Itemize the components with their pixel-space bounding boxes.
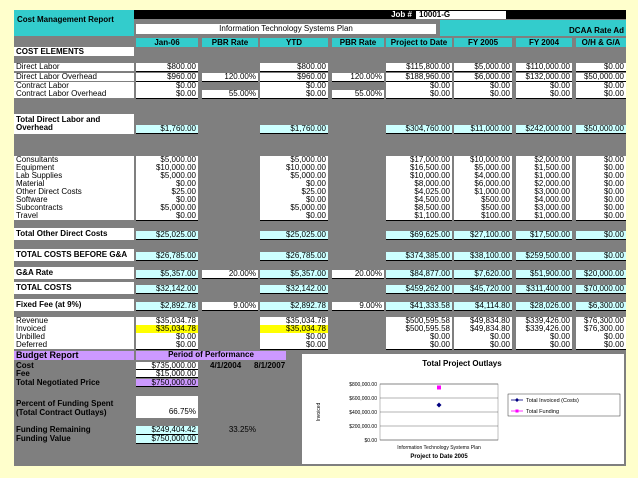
row-label bbox=[14, 63, 134, 71]
cell-value[interactable]: $0.00 bbox=[454, 333, 512, 342]
cell-value[interactable]: $17,000.00 bbox=[386, 156, 452, 165]
cell-value[interactable]: 120.00% bbox=[332, 73, 384, 82]
cell-value[interactable]: $311,400.00 bbox=[516, 285, 572, 294]
cell-value[interactable]: $339,426.00 bbox=[516, 325, 572, 334]
cell-value[interactable]: $5,000.00 bbox=[260, 156, 328, 165]
cell-value[interactable]: $0.00 bbox=[260, 196, 328, 205]
cell-value[interactable]: $800.00 bbox=[260, 63, 328, 72]
cell-value[interactable]: $4,025.00 bbox=[386, 188, 452, 197]
row-label-text: Invoiced bbox=[16, 325, 46, 333]
cell-value[interactable]: $0.00 bbox=[516, 341, 572, 350]
cell-value[interactable]: $11,000.00 bbox=[454, 125, 512, 134]
cell-value[interactable]: $0.00 bbox=[260, 341, 328, 350]
y-tick-label: $400,000.00 bbox=[349, 410, 377, 416]
total-price-label: Total Negotiated Price bbox=[16, 379, 100, 387]
cell-value[interactable]: $0.00 bbox=[260, 333, 328, 342]
cell-value[interactable]: $35,034.78 bbox=[260, 325, 328, 334]
cell-value[interactable]: $374,385.00 bbox=[386, 252, 452, 261]
row-label bbox=[14, 196, 134, 204]
cell-value[interactable]: $0.00 bbox=[386, 90, 452, 99]
funding-value[interactable]: $750,000.00 bbox=[136, 435, 198, 444]
cell-value[interactable]: $0.00 bbox=[386, 341, 452, 350]
row-label-text: Material bbox=[16, 180, 45, 188]
cell-value[interactable]: $2,892.78 bbox=[136, 302, 198, 311]
cell-value[interactable]: $0.00 bbox=[576, 172, 626, 181]
cell-value[interactable]: $0.00 bbox=[576, 188, 626, 197]
cell-value[interactable]: $1,000.00 bbox=[516, 212, 572, 221]
column-header-5: FY 2005 bbox=[454, 38, 512, 47]
cell-value[interactable]: $32,142.00 bbox=[136, 285, 198, 294]
column-header-4: Project to Date bbox=[386, 38, 452, 47]
cell-value[interactable]: $5,000.00 bbox=[136, 172, 198, 181]
cell-value[interactable]: $115,800.00 bbox=[386, 63, 452, 72]
row-label-text: Unbilled bbox=[16, 333, 45, 341]
cell-value[interactable]: $2,892.78 bbox=[260, 302, 328, 311]
remaining-label: Funding Remaining bbox=[16, 426, 91, 434]
cell-value[interactable]: $0.00 bbox=[516, 333, 572, 342]
x-category-label: Information Technology Systems Plan bbox=[397, 445, 481, 451]
section-label: COST ELEMENTS bbox=[14, 47, 134, 56]
cell-value[interactable]: $1,000.00 bbox=[516, 172, 572, 181]
row-label-text: Consultants bbox=[16, 156, 59, 164]
cell-value[interactable]: $0.00 bbox=[576, 196, 626, 205]
x-axis-label: Project to Date 2005 bbox=[410, 454, 468, 460]
total-price-value[interactable]: $750,000.00 bbox=[136, 379, 198, 387]
cell-value[interactable]: $6,000.00 bbox=[454, 73, 512, 82]
row-label bbox=[14, 164, 134, 172]
cell-value[interactable]: $500.00 bbox=[454, 204, 512, 213]
y-tick-label: $0.00 bbox=[364, 438, 377, 444]
row-label-text-2: Overhead bbox=[16, 123, 53, 132]
spreadsheet bbox=[14, 10, 626, 466]
cell-value[interactable]: $0.00 bbox=[454, 90, 512, 99]
legend-label: Total Invoiced (Costs) bbox=[526, 398, 579, 404]
cell-value[interactable]: $10,000.00 bbox=[136, 164, 198, 173]
row-label-text: Direct Labor bbox=[16, 63, 60, 71]
cell-value[interactable]: $339,426.00 bbox=[516, 317, 572, 326]
cell-value[interactable]: $0.00 bbox=[576, 180, 626, 189]
column-header-0: Jan-06 bbox=[136, 38, 198, 47]
cell-value[interactable]: $242,000.00 bbox=[516, 125, 572, 134]
cell-value[interactable]: $0.00 bbox=[386, 333, 452, 342]
column-header-7: O/H & G/A bbox=[576, 38, 626, 47]
cell-value[interactable]: $0.00 bbox=[576, 90, 626, 99]
pct-label-1: Percent of Funding Spent bbox=[16, 400, 114, 408]
period-start[interactable]: 4/1/2004 bbox=[210, 362, 242, 370]
cell-value[interactable]: $188,960.00 bbox=[386, 73, 452, 82]
cell-value[interactable]: $0.00 bbox=[136, 90, 198, 99]
cell-value[interactable]: $27,100.00 bbox=[454, 231, 512, 240]
cell-value[interactable]: $6,300.00 bbox=[576, 302, 626, 311]
cell-value[interactable]: $0.00 bbox=[576, 341, 626, 350]
cell-value[interactable]: $35,034.78 bbox=[260, 317, 328, 326]
cell-value[interactable]: $5,000.00 bbox=[260, 172, 328, 181]
row-label-text: Deferred bbox=[16, 341, 48, 349]
period-label: Period of Performance bbox=[136, 351, 286, 360]
cell-value[interactable]: 120.00% bbox=[202, 73, 258, 82]
cell-value[interactable]: $0.00 bbox=[260, 90, 328, 99]
dcaa-rate-label: DCAA Rate Ad bbox=[440, 20, 626, 36]
cell-value[interactable]: $1,760.00 bbox=[260, 125, 328, 134]
cell-value[interactable]: $960.00 bbox=[260, 73, 328, 82]
cell-value[interactable]: $10,000.00 bbox=[260, 164, 328, 173]
cell-value[interactable]: $7,620.00 bbox=[454, 270, 512, 279]
chart-title: Total Project Outlays bbox=[422, 359, 502, 368]
cell-value[interactable]: $0.00 bbox=[576, 212, 626, 221]
cell-value[interactable]: $38,100.00 bbox=[454, 252, 512, 261]
cell-value[interactable]: $4,000.00 bbox=[516, 196, 572, 205]
cell-value[interactable]: $5,000.00 bbox=[260, 204, 328, 213]
cell-value[interactable]: $35,034.78 bbox=[136, 317, 198, 326]
cell-value[interactable]: 9.00% bbox=[202, 302, 258, 311]
row-label bbox=[14, 212, 134, 220]
column-header-6: FY 2004 bbox=[516, 38, 572, 47]
total-project-outlays-chart bbox=[302, 354, 624, 464]
cell-value[interactable]: $500,595.58 bbox=[386, 317, 452, 326]
row-label bbox=[14, 282, 134, 294]
cell-value[interactable]: $3,000.00 bbox=[516, 204, 572, 213]
cell-value[interactable]: $32,142.00 bbox=[260, 285, 328, 294]
cell-value[interactable]: $304,760.00 bbox=[386, 125, 452, 134]
cell-value[interactable]: $51,900.00 bbox=[516, 270, 572, 279]
pct-value: 66.75% bbox=[136, 408, 198, 417]
cell-value[interactable]: $0.00 bbox=[136, 333, 198, 342]
cell-value[interactable]: $5,000.00 bbox=[454, 63, 512, 72]
cell-value[interactable]: $0.00 bbox=[576, 204, 626, 213]
row-label bbox=[14, 341, 134, 349]
cell-value[interactable]: $2,000.00 bbox=[516, 180, 572, 189]
row-label-text: Contract Labor Overhead bbox=[16, 90, 107, 98]
cell-value[interactable]: $10,000.00 bbox=[386, 172, 452, 181]
row-label bbox=[14, 156, 134, 164]
cell-value[interactable]: $25,025.00 bbox=[136, 231, 198, 240]
cell-value[interactable]: $26,785.00 bbox=[136, 252, 198, 261]
row-label-text: Direct Labor Overhead bbox=[16, 73, 97, 81]
y-axis-label: Invoiced bbox=[316, 402, 322, 422]
row-label-text: Other Direct Costs bbox=[16, 188, 82, 196]
cell-value[interactable]: $800.00 bbox=[136, 63, 198, 72]
cell-value[interactable]: $0.00 bbox=[576, 82, 626, 91]
cell-value[interactable]: $0.00 bbox=[454, 341, 512, 350]
cost-label: Cost bbox=[16, 362, 34, 370]
cell-value[interactable]: $0.00 bbox=[454, 82, 512, 91]
cell-value[interactable]: $5,357.00 bbox=[136, 270, 198, 279]
cell-value[interactable]: $5,000.00 bbox=[136, 204, 198, 213]
cell-value[interactable]: $26,785.00 bbox=[260, 252, 328, 261]
cell-value[interactable]: $45,720.00 bbox=[454, 285, 512, 294]
row-label-text: Subcontracts bbox=[16, 204, 63, 212]
cell-value[interactable]: $8,500.00 bbox=[386, 204, 452, 213]
row-label-text: Equipment bbox=[16, 164, 55, 172]
row-label bbox=[14, 317, 134, 325]
cell-value[interactable]: $0.00 bbox=[136, 341, 198, 350]
remaining-pct: 33.25% bbox=[228, 426, 256, 434]
cell-value[interactable]: $1,760.00 bbox=[136, 125, 198, 134]
cell-value[interactable]: $2,000.00 bbox=[516, 156, 572, 165]
cell-value[interactable]: $5,000.00 bbox=[454, 164, 512, 173]
y-tick-label: $600,000.00 bbox=[349, 396, 377, 402]
fee-value[interactable]: $15,000.00 bbox=[136, 370, 198, 378]
row-label-text: Contract Labor bbox=[16, 82, 69, 90]
remaining-value[interactable]: $249,404.42 bbox=[136, 426, 198, 435]
cell-value[interactable]: $3,000.00 bbox=[516, 188, 572, 197]
cell-value[interactable]: $84,877.00 bbox=[386, 270, 452, 279]
cell-value[interactable]: $28,026.00 bbox=[516, 302, 572, 311]
cell-value[interactable]: 9.00% bbox=[332, 302, 384, 311]
cell-value[interactable]: $70,000.00 bbox=[576, 285, 626, 294]
cell-value[interactable]: $0.00 bbox=[260, 212, 328, 221]
cell-value[interactable]: $4,114.80 bbox=[454, 302, 512, 311]
cell-value[interactable]: 20.00% bbox=[332, 270, 384, 279]
cell-value[interactable]: $6,000.00 bbox=[454, 180, 512, 189]
row-label bbox=[14, 299, 134, 311]
fee-label: Fee bbox=[16, 370, 30, 378]
row-label-text: Total Direct Labor and bbox=[16, 115, 101, 124]
row-label bbox=[14, 333, 134, 341]
column-header-1: PBR Rate bbox=[202, 38, 258, 47]
y-tick-label: $800,000.00 bbox=[349, 382, 377, 388]
budget-title: Budget Report bbox=[14, 351, 134, 360]
job-bar bbox=[134, 10, 626, 19]
cell-value[interactable]: $459,262.00 bbox=[386, 285, 452, 294]
cell-value[interactable]: $100.00 bbox=[454, 212, 512, 221]
row-label bbox=[14, 267, 134, 279]
row-label bbox=[14, 90, 134, 98]
funding-label: Funding Value bbox=[16, 435, 71, 443]
cell-value[interactable]: $960.00 bbox=[136, 73, 198, 82]
legend-label: Total Funding bbox=[526, 409, 560, 415]
cell-value[interactable]: $16,500.00 bbox=[386, 164, 452, 173]
cell-value[interactable]: $0.00 bbox=[576, 252, 626, 261]
cell-value[interactable]: $0.00 bbox=[576, 63, 626, 72]
report-title: Cost Management Report bbox=[14, 10, 134, 36]
row-label bbox=[14, 82, 134, 90]
cell-value[interactable]: $500.00 bbox=[454, 196, 512, 205]
row-label-text: Revenue bbox=[16, 317, 49, 325]
cell-value[interactable]: $0.00 bbox=[576, 333, 626, 342]
cell-value[interactable]: $1,000.00 bbox=[454, 188, 512, 197]
row-label bbox=[14, 249, 134, 261]
cell-value[interactable]: $76,300.00 bbox=[576, 317, 626, 326]
cell-value[interactable]: $132,000.00 bbox=[516, 73, 572, 82]
cell-value[interactable]: $0.00 bbox=[386, 82, 452, 91]
cell-value[interactable]: $0.00 bbox=[136, 196, 198, 205]
pct-label-2: (Total Contract Outlays) bbox=[16, 409, 107, 417]
column-header-2: YTD bbox=[260, 38, 328, 47]
cell-value[interactable]: 20.00% bbox=[202, 270, 258, 279]
cell-value[interactable]: $5,000.00 bbox=[136, 156, 198, 165]
row-label bbox=[14, 325, 134, 333]
row-label bbox=[14, 114, 134, 134]
row-label-text: Lab Supplies bbox=[16, 172, 63, 180]
cell-value[interactable]: $35,034.78 bbox=[136, 325, 198, 334]
cell-value[interactable]: $0.00 bbox=[516, 82, 572, 91]
job-label: Job # bbox=[391, 11, 412, 19]
row-label-text: TOTAL COSTS bbox=[16, 283, 72, 292]
cell-value[interactable]: $0.00 bbox=[576, 156, 626, 165]
cell-value[interactable]: $0.00 bbox=[136, 180, 198, 189]
cell-value[interactable]: $69,625.00 bbox=[386, 231, 452, 240]
cell-value[interactable]: $5,357.00 bbox=[260, 270, 328, 279]
data-point-funding bbox=[437, 386, 441, 390]
cell-value[interactable]: $41,333.58 bbox=[386, 302, 452, 311]
cell-value[interactable]: $49,834.80 bbox=[454, 317, 512, 326]
cell-value[interactable]: $0.00 bbox=[576, 164, 626, 173]
cell-value[interactable]: 55.00% bbox=[202, 90, 258, 99]
cell-value[interactable]: $10,000.00 bbox=[454, 156, 512, 165]
cell-value[interactable]: $0.00 bbox=[136, 212, 198, 221]
cell-value[interactable]: $500,595.58 bbox=[386, 325, 452, 334]
cell-value[interactable]: $0.00 bbox=[576, 231, 626, 240]
row-label bbox=[14, 188, 134, 196]
cell-value[interactable]: $0.00 bbox=[136, 82, 198, 91]
row-label-text: Travel bbox=[16, 212, 38, 220]
cell-value[interactable]: $17,500.00 bbox=[516, 231, 572, 240]
row-label bbox=[14, 204, 134, 212]
row-label bbox=[14, 73, 134, 81]
cell-value[interactable]: $50,000.00 bbox=[576, 125, 626, 134]
cell-value[interactable]: $4,000.00 bbox=[454, 172, 512, 181]
cell-value[interactable]: $20,000.00 bbox=[576, 270, 626, 279]
cell-value[interactable]: $0.00 bbox=[260, 82, 328, 91]
column-header-3: PBR Rate bbox=[332, 38, 384, 47]
legend-marker bbox=[516, 410, 519, 413]
cell-value[interactable]: $8,000.00 bbox=[386, 180, 452, 189]
row-label-text: Software bbox=[16, 196, 48, 204]
row-label-text: TOTAL COSTS BEFORE G&A bbox=[16, 250, 128, 259]
job-number[interactable]: 10001-G bbox=[416, 11, 506, 19]
y-tick-label: $200,000.00 bbox=[349, 424, 377, 430]
cell-value[interactable]: $76,300.00 bbox=[576, 325, 626, 334]
row-label bbox=[14, 180, 134, 188]
cell-value[interactable]: $1,500.00 bbox=[516, 164, 572, 173]
row-label-text: Fixed Fee (at 9%) bbox=[16, 300, 82, 309]
row-label-text: Total Other Direct Costs bbox=[16, 229, 108, 238]
cell-value[interactable]: $25.00 bbox=[260, 188, 328, 197]
cell-value[interactable]: $4,500.00 bbox=[386, 196, 452, 205]
period-end[interactable]: 8/1/2007 bbox=[254, 362, 286, 370]
row-label bbox=[14, 172, 134, 180]
plan-title: Information Technology Systems Plan bbox=[136, 24, 436, 34]
cell-value[interactable]: $0.00 bbox=[260, 180, 328, 189]
cell-value[interactable]: $0.00 bbox=[516, 90, 572, 99]
cell-value[interactable]: $49,834.80 bbox=[454, 325, 512, 334]
cell-value[interactable]: $110,000.00 bbox=[516, 63, 572, 72]
cell-value[interactable]: 55.00% bbox=[332, 90, 384, 99]
row-label-text: G&A Rate bbox=[16, 268, 54, 277]
cell-value[interactable]: $25.00 bbox=[136, 188, 198, 197]
chart-canvas bbox=[302, 354, 624, 464]
cell-value[interactable]: $25,025.00 bbox=[260, 231, 328, 240]
row-label bbox=[14, 228, 134, 240]
cell-value[interactable]: $50,000.00 bbox=[576, 73, 626, 82]
cell-value[interactable]: $1,100.00 bbox=[386, 212, 452, 221]
cell-value[interactable]: $259,500.00 bbox=[516, 252, 572, 261]
cost-value[interactable]: $735,000.00 bbox=[136, 362, 198, 370]
